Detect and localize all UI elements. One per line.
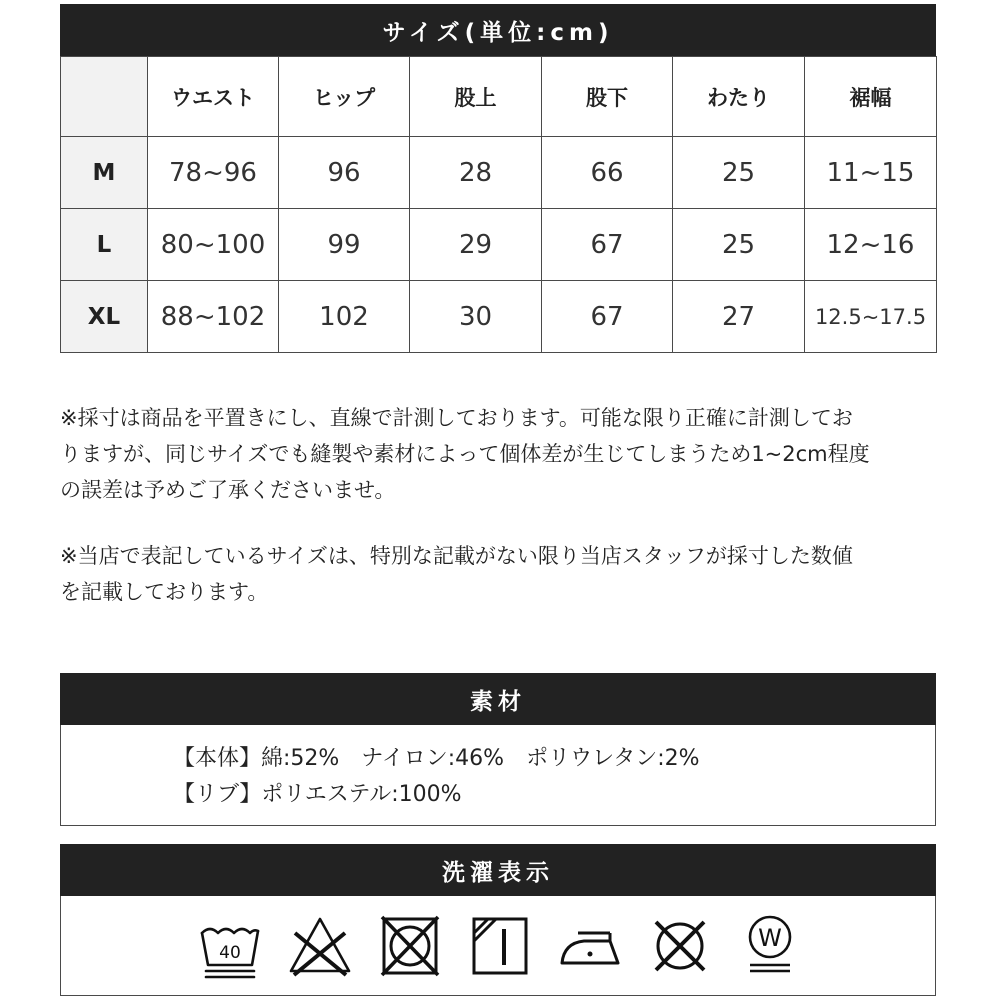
care-symbols-row <box>61 896 935 995</box>
table-cell: 67 <box>542 209 673 281</box>
table-row <box>61 281 937 353</box>
table-row <box>61 137 937 209</box>
table-cell: 12.5~17.5 <box>805 281 937 353</box>
column-header-hip: ヒップ <box>279 57 410 137</box>
size-table <box>60 56 937 353</box>
column-header-rise: 股上 <box>410 57 542 137</box>
care-section-title: 洗濯表示 <box>442 859 554 886</box>
size-label: M <box>61 137 148 209</box>
table-cell: 25 <box>673 137 805 209</box>
size-section-title: サイズ(単位:cm) <box>382 19 614 46</box>
table-cell: 88~102 <box>148 281 279 353</box>
table-cell: 80~100 <box>148 209 279 281</box>
note-line: りますが、同じサイズでも縫製や素材によって個体差が生じてしまうため1~2cm程度 <box>60 442 870 466</box>
note-line: ※当店で表記しているサイズは、特別な記載がない限り当店スタッフが採寸した数値 <box>60 544 853 568</box>
size-section-header <box>60 4 936 56</box>
no-bleach-icon <box>288 913 352 979</box>
no-tumble-dry-icon <box>378 913 442 979</box>
table-cell: 99 <box>279 209 410 281</box>
table-header-row <box>61 57 937 137</box>
note-line: を記載しております。 <box>60 580 269 604</box>
iron-low-icon <box>558 913 622 979</box>
wash-temperature: 40 <box>219 942 241 963</box>
material-body-line: 【本体】綿:52% ナイロン:46% ポリウレタン:2% <box>173 746 700 771</box>
measurement-note <box>60 400 940 508</box>
table-row <box>61 209 937 281</box>
care-section-header <box>60 844 936 896</box>
size-source-note <box>60 538 940 610</box>
column-header-inseam: 股下 <box>542 57 673 137</box>
note-line: の誤差は予めご了承くださいませ。 <box>60 478 396 502</box>
line-dry-shade-icon <box>468 913 532 979</box>
no-dry-clean-icon <box>648 913 712 979</box>
table-cell: 25 <box>673 209 805 281</box>
column-header-thigh: わたり <box>673 57 805 137</box>
table-cell: 66 <box>542 137 673 209</box>
table-cell: 30 <box>410 281 542 353</box>
wet-clean-symbol: W <box>758 923 782 952</box>
table-cell: 12~16 <box>805 209 937 281</box>
size-label: L <box>61 209 148 281</box>
size-label: XL <box>61 281 148 353</box>
table-cell: 11~15 <box>805 137 937 209</box>
table-cell: 28 <box>410 137 542 209</box>
table-corner-cell <box>61 57 148 137</box>
table-cell: 67 <box>542 281 673 353</box>
note-line: ※採寸は商品を平置きにし、直線で計測しております。可能な限り正確に計測してお <box>60 406 853 430</box>
table-cell: 102 <box>279 281 410 353</box>
table-cell: 96 <box>279 137 410 209</box>
material-rib-line: 【リブ】ポリエステル:100% <box>173 782 462 807</box>
material-section-header <box>60 673 936 725</box>
material-section-title: 素材 <box>470 688 526 715</box>
wash-tub-40-gentle-icon <box>198 913 262 979</box>
column-header-hem-width: 裾幅 <box>805 57 937 137</box>
table-cell: 29 <box>410 209 542 281</box>
column-header-waist: ウエスト <box>148 57 279 137</box>
table-cell: 78~96 <box>148 137 279 209</box>
table-cell: 27 <box>673 281 805 353</box>
material-box <box>60 725 936 826</box>
wet-clean-gentle-icon <box>738 913 802 979</box>
care-box <box>60 896 936 996</box>
